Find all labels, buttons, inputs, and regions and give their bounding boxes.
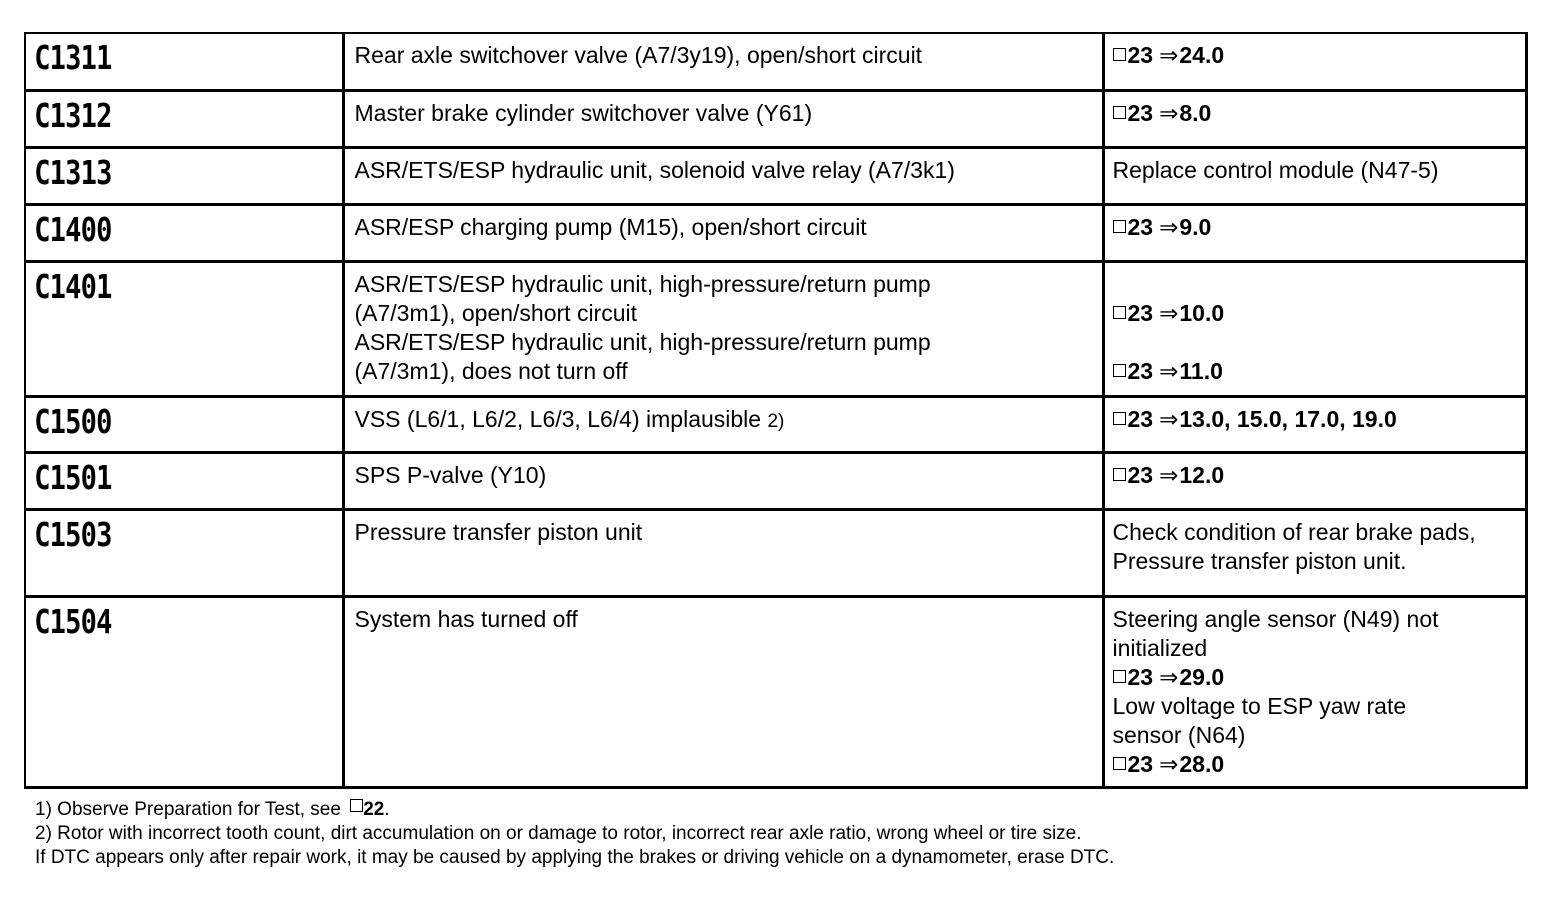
action-text: sensor (N64) <box>1112 721 1246 748</box>
dtc-code-cell <box>25 261 343 396</box>
description-text: ASR/ETS/ESP hydraulic unit, high-pressure/return pump <box>354 328 931 355</box>
reference-cell <box>1103 33 1526 90</box>
step-number: 24.0 <box>1179 42 1225 68</box>
test-step-reference <box>1113 99 1519 128</box>
table-row <box>25 596 1526 787</box>
dtc-code: C1312 <box>34 95 112 135</box>
dtc-code: C1400 <box>34 209 112 249</box>
dtc-table <box>24 32 1528 789</box>
dtc-code-cell <box>25 452 343 509</box>
reference-cell <box>1103 204 1526 261</box>
test-step-reference <box>1113 213 1519 242</box>
description-text: SPS P-valve (Y10) <box>354 461 547 488</box>
table-row <box>25 396 1526 452</box>
description-cell <box>343 147 1103 204</box>
description-text: (A7/3m1), open/short circuit <box>354 299 638 326</box>
dtc-code-cell <box>25 33 343 90</box>
description-main: VSS (L6/1, L6/2, L6/3, L6/4) implausible <box>354 405 762 432</box>
dtc-code: C1503 <box>34 514 112 554</box>
action-text: Replace control module (N47-5) <box>1112 156 1439 183</box>
footnote-1: 1) Observe Preparation for Test, see 22. <box>35 799 390 820</box>
reference-cell <box>1103 90 1526 147</box>
reference-cell <box>1103 509 1526 596</box>
dtc-code: C1504 <box>34 601 112 641</box>
test-step-reference <box>1113 750 1519 779</box>
test-step-reference <box>1113 405 1519 434</box>
page-ref-icon <box>1113 220 1126 233</box>
page-number: 23 <box>1127 405 1154 432</box>
step-number: 12.0 <box>1179 461 1225 488</box>
reference-cell <box>1103 147 1526 204</box>
footnotes <box>35 798 1515 870</box>
step-number: 9.0 <box>1179 213 1212 240</box>
page-ref-icon <box>1113 106 1126 119</box>
reference-cell <box>1103 596 1526 787</box>
page-ref-icon <box>350 799 363 812</box>
action-text: Steering angle sensor (N49) not <box>1112 605 1439 632</box>
footnote-1-page: 22 <box>363 799 385 820</box>
page-ref-icon <box>1113 306 1126 319</box>
description-cell <box>343 90 1103 147</box>
table-row <box>25 261 1526 396</box>
dtc-code-cell <box>25 204 343 261</box>
reference-cell <box>1103 261 1526 396</box>
footnote-3: If DTC appears only after repair work, it may be caused by applying the brakes or driving vehicle on a dynamometer, erase DTC. <box>35 847 1115 868</box>
step-number: 11.0 <box>1179 357 1223 384</box>
page-ref-icon <box>1113 670 1126 683</box>
dtc-code: C1311 <box>34 38 112 77</box>
page-number: 23 <box>1127 357 1154 384</box>
test-step-reference <box>1113 663 1519 692</box>
table-row <box>25 452 1526 509</box>
page-ref-icon <box>1113 48 1126 61</box>
table-row <box>25 509 1526 596</box>
step-number: 29.0 <box>1179 663 1225 690</box>
page-ref-icon <box>1113 468 1126 481</box>
dtc-code-cell <box>25 396 343 452</box>
dtc-code: C1401 <box>34 266 112 306</box>
test-step-reference <box>1113 357 1519 386</box>
page-number: 23 <box>1127 213 1154 240</box>
page-number: 23 <box>1127 99 1154 126</box>
arrow-icon: ⇒ <box>1159 663 1179 690</box>
table-row <box>25 147 1526 204</box>
page-ref-icon <box>1113 364 1126 377</box>
description-text: Pressure transfer piston unit <box>354 518 643 545</box>
arrow-icon: ⇒ <box>1159 299 1179 326</box>
page-number: 23 <box>1127 461 1154 488</box>
arrow-icon: ⇒ <box>1159 750 1179 777</box>
step-number: 13.0, 15.0, 17.0, 19.0 <box>1179 405 1397 432</box>
action-text: Low voltage to ESP yaw rate <box>1112 692 1407 719</box>
description-text: ASR/ESP charging pump (M15), open/short circuit <box>354 213 867 240</box>
description-text <box>355 405 1092 436</box>
dtc-code: C1500 <box>34 401 112 441</box>
dtc-code-cell <box>25 90 343 147</box>
arrow-icon: ⇒ <box>1159 461 1179 488</box>
dtc-code-cell <box>25 509 343 596</box>
description-cell <box>343 33 1103 90</box>
page-ref-icon <box>1113 412 1126 425</box>
step-number: 8.0 <box>1179 99 1212 126</box>
footnote-marker: 2) <box>767 410 785 432</box>
reference-cell <box>1103 396 1526 452</box>
step-number: 10.0 <box>1179 299 1225 326</box>
test-step-reference <box>1113 41 1519 70</box>
page-number: 23 <box>1127 299 1154 326</box>
arrow-icon: ⇒ <box>1159 213 1179 240</box>
action-text: Pressure transfer piston unit. <box>1112 547 1407 574</box>
footnote-2: 2) Rotor with incorrect tooth count, dirt accumulation on or damage to rotor, incorrect rear axle ratio, wrong wheel or tire size. <box>35 823 1082 844</box>
reference-cell <box>1103 452 1526 509</box>
footnote-1-text: 1) Observe Preparation for Test, see <box>35 799 347 820</box>
page-ref-icon <box>1113 757 1126 770</box>
description-text: ASR/ETS/ESP hydraulic unit, solenoid valve relay (A7/3k1) <box>354 156 955 183</box>
table-row <box>25 33 1526 90</box>
description-cell <box>343 261 1103 396</box>
description-cell <box>343 396 1103 452</box>
page-number: 23 <box>1127 750 1154 777</box>
dtc-code: C1501 <box>34 457 112 497</box>
arrow-icon: ⇒ <box>1159 42 1179 68</box>
description-text: ASR/ETS/ESP hydraulic unit, high-pressure/return pump <box>354 270 931 297</box>
step-number: 28.0 <box>1179 750 1225 777</box>
dtc-code: C1313 <box>34 152 112 192</box>
description-text: Master brake cylinder switchover valve (Y61) <box>354 99 813 126</box>
dtc-code-cell <box>25 147 343 204</box>
dtc-code-cell <box>25 596 343 787</box>
arrow-icon: ⇒ <box>1159 357 1179 384</box>
description-text: Rear axle switchover valve (A7/3y19), open/short circuit <box>354 42 923 68</box>
page-number: 23 <box>1127 42 1154 68</box>
description-text: System has turned off <box>354 605 578 632</box>
action-text: Check condition of rear brake pads, <box>1112 518 1476 545</box>
description-cell <box>343 204 1103 261</box>
test-step-reference <box>1113 461 1519 490</box>
arrow-icon: ⇒ <box>1159 405 1179 432</box>
description-text: (A7/3m1), does not turn off <box>354 357 628 384</box>
page-number: 23 <box>1127 663 1154 690</box>
description-cell <box>343 452 1103 509</box>
table-row <box>25 204 1526 261</box>
description-cell <box>343 509 1103 596</box>
arrow-icon: ⇒ <box>1159 99 1179 126</box>
table-row <box>25 90 1526 147</box>
test-step-reference <box>1113 299 1519 328</box>
action-text: initialized <box>1112 634 1208 661</box>
description-cell <box>343 596 1103 787</box>
